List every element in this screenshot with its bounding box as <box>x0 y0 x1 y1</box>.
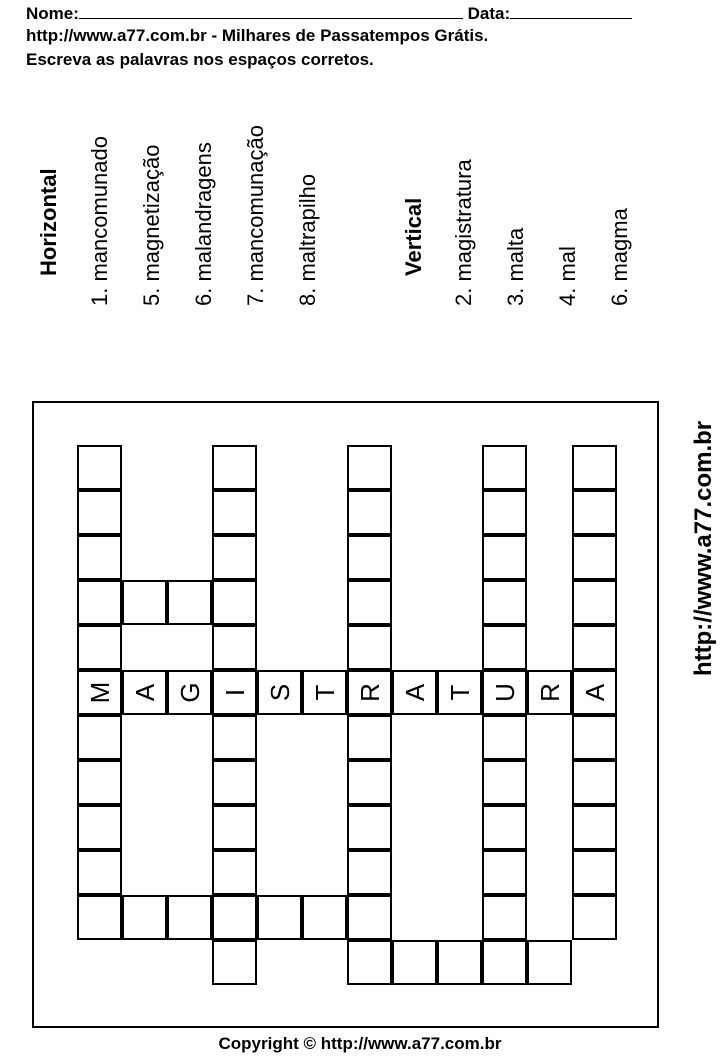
grid-cell[interactable] <box>77 445 122 490</box>
grid-cell[interactable] <box>347 895 392 940</box>
date-field[interactable] <box>510 3 632 19</box>
grid-cell[interactable] <box>482 895 527 940</box>
grid-cell[interactable] <box>482 535 527 580</box>
grid-cell[interactable] <box>122 895 167 940</box>
solution-letter: R <box>354 683 385 702</box>
horizontal-clue: 8. maltrapilho <box>295 173 320 306</box>
solution-letter: R <box>534 683 565 702</box>
grid-cell[interactable] <box>572 535 617 580</box>
horizontal-clue: 5. magnetização <box>139 144 164 306</box>
grid-cell[interactable] <box>482 805 527 850</box>
name-field[interactable] <box>79 3 463 19</box>
grid-cell[interactable] <box>212 490 257 535</box>
vertical-clue: 3. malta <box>503 227 528 306</box>
grid-cell[interactable] <box>257 895 302 940</box>
grid-cell[interactable] <box>482 940 527 985</box>
solution-letter: A <box>129 683 160 702</box>
grid-cell[interactable] <box>572 490 617 535</box>
name-date-line <box>26 3 632 24</box>
grid-cell[interactable] <box>572 580 617 625</box>
horizontal-title: Horizontal <box>36 168 61 276</box>
grid-cell[interactable] <box>347 445 392 490</box>
grid-cell[interactable] <box>77 895 122 940</box>
grid-cell[interactable] <box>212 715 257 760</box>
grid-cell[interactable] <box>212 445 257 490</box>
grid-cell[interactable] <box>572 625 617 670</box>
grid-cell[interactable] <box>122 580 167 625</box>
grid-cell[interactable] <box>212 850 257 895</box>
solution-letter: A <box>579 683 610 702</box>
grid-cell[interactable] <box>77 760 122 805</box>
grid-cell[interactable] <box>212 535 257 580</box>
grid-cell[interactable] <box>167 895 212 940</box>
solution-letter: M <box>84 681 115 704</box>
grid-cell[interactable] <box>482 625 527 670</box>
solution-letter: T <box>309 684 340 701</box>
grid-cell[interactable] <box>167 580 212 625</box>
grid-cell[interactable] <box>572 715 617 760</box>
grid-cell[interactable] <box>347 490 392 535</box>
grid-cell[interactable] <box>77 580 122 625</box>
grid-cell[interactable] <box>347 850 392 895</box>
grid-cell[interactable] <box>482 760 527 805</box>
horizontal-clue: 6. malandragens <box>191 142 216 306</box>
grid-cell[interactable] <box>572 805 617 850</box>
solution-letter: S <box>264 683 295 702</box>
grid-cell[interactable] <box>572 895 617 940</box>
side-url: http://www.a77.com.br <box>690 420 717 676</box>
grid-cell[interactable] <box>347 625 392 670</box>
solution-letter: I <box>219 688 250 697</box>
vertical-clue: 4. mal <box>555 246 580 306</box>
site-line: http://www.a77.com.br - Milhares de Passatempos Grátis. <box>26 26 489 45</box>
vertical-clue: 2. magistratura <box>451 159 476 306</box>
grid-cell[interactable] <box>77 805 122 850</box>
grid-cell[interactable] <box>482 715 527 760</box>
horizontal-clue: 1. mancomunado <box>87 136 112 306</box>
grid-cell[interactable] <box>77 850 122 895</box>
grid-cell[interactable] <box>482 580 527 625</box>
name-label: Nome: <box>26 4 79 23</box>
grid-cell[interactable] <box>437 940 482 985</box>
grid-cell[interactable] <box>77 625 122 670</box>
grid-cell[interactable] <box>212 805 257 850</box>
vertical-clue: 6. magma <box>607 208 632 306</box>
vertical-title: Vertical <box>401 197 426 276</box>
grid-cell[interactable] <box>482 445 527 490</box>
date-label: Data: <box>467 4 511 23</box>
grid-cell[interactable] <box>212 625 257 670</box>
solution-letter: U <box>489 683 520 702</box>
grid-cell[interactable] <box>302 895 347 940</box>
horizontal-clue: 7. mancomunação <box>243 125 268 306</box>
grid-cell[interactable] <box>572 850 617 895</box>
grid-cell[interactable] <box>572 760 617 805</box>
grid-cell[interactable] <box>212 940 257 985</box>
grid-cell[interactable] <box>77 535 122 580</box>
grid-cell[interactable] <box>77 715 122 760</box>
solution-letter: T <box>444 684 475 701</box>
solution-letter: G <box>174 682 205 703</box>
grid-cell[interactable] <box>482 850 527 895</box>
grid-cell[interactable] <box>527 940 572 985</box>
grid-cell[interactable] <box>482 490 527 535</box>
grid-cell[interactable] <box>347 760 392 805</box>
grid-cell[interactable] <box>572 445 617 490</box>
footer-copyright: Copyright © http://www.a77.com.br <box>218 1034 502 1053</box>
grid-cell[interactable] <box>212 580 257 625</box>
grid-cell[interactable] <box>77 490 122 535</box>
grid-cell[interactable] <box>347 715 392 760</box>
grid-cell[interactable] <box>347 535 392 580</box>
solution-letter: A <box>399 683 430 702</box>
grid-cell[interactable] <box>212 760 257 805</box>
grid-cell[interactable] <box>347 940 392 985</box>
grid-cell[interactable] <box>392 940 437 985</box>
instruction-line: Escreva as palavras nos espaços corretos. <box>26 50 374 69</box>
grid-cell[interactable] <box>347 805 392 850</box>
grid-cell[interactable] <box>347 580 392 625</box>
grid-cell[interactable] <box>212 895 257 940</box>
